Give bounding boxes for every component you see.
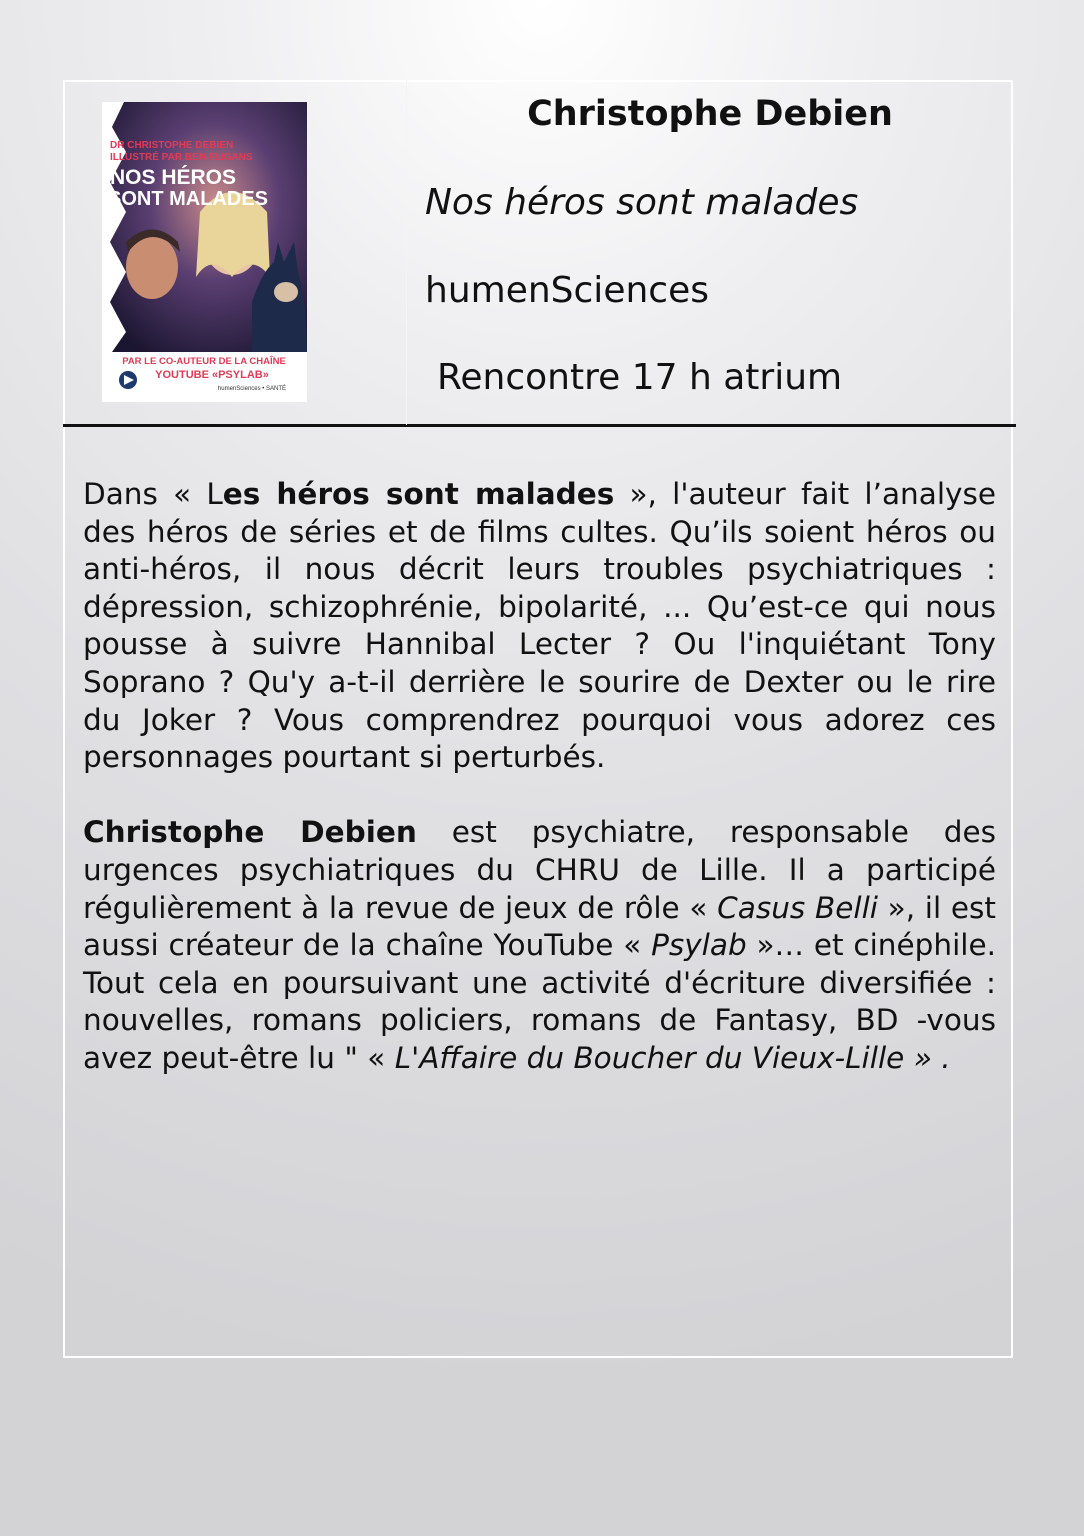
bio-text-end: » . [904,1040,951,1075]
summary-text-part: Dans « L [83,477,223,511]
bio-text-part: », il est aussi créateur de la chaîne YouTube « [83,890,996,963]
bio-author-name: Christophe Debien [83,815,417,850]
book-title: Nos héros sont malades [425,182,859,223]
bio-channel-name: Psylab [651,928,747,963]
bio-book-title: L'Affaire du Boucher du Vieux-Lille [394,1040,905,1075]
cover-illustrator-text: ILLUSTRÉ PAR BEN FLIGANS [110,152,253,163]
cover-tagline-line2: YOUTUBE «PSYLAB» [155,369,269,381]
summary-paragraph [83,476,996,777]
body-text [83,476,996,1078]
cover-title-line2: SONT MALADES [108,188,268,210]
cover-tagline-line1: PAR LE CO-AUTEUR DE LA CHAÎNE [122,356,286,367]
book-cover-illustration [102,102,307,402]
cover-imprint-text: humenSciences • SANTÉ [217,386,287,392]
bio-paragraph [83,814,996,1077]
book-cover-image [102,102,307,402]
publisher-name: humenSciences [425,270,709,311]
cover-author-text: DR CHRISTOPHE DEBIEN [110,140,234,151]
bio-text-part: est psychiatre, responsable des urgences psychiatriques du CHRU de Lille. Il a participé régulièrement à la revue de jeux de rôle « [83,815,996,925]
bio-text-part: »… et cinéphile. Tout cela en poursuivant une activité d'écriture diversifiée : nouvelles, romans policiers, romans de Fantasy, BD -vous avez peut-être lu " « [83,928,996,1075]
bio-magazine-title: Casus Belli [717,890,878,925]
summary-title-bold: es héros sont malades [222,477,615,511]
event-info: Rencontre 17 h atrium [437,357,843,398]
summary-text-part: », l'auteur fait l’analyse des héros de séries et de films cultes. Qu’ils soient héros ou anti-héros, il nous décrit leurs troubles psychiatriques : dépression, schizophrénie, bipolarité, ... Qu’est-ce qui nous pousse à suivre Hannibal Lecter ? Ou l'inquiétant Tony Soprano ? Qu'y a-t-il derrière le sourire de Dexter ou le rire du Joker ? Vous comprendrez pourquoi vous adorez ces personnages pourtant si perturbés. [83,477,996,775]
cover-title-line1: NOS HÉROS [110,166,237,189]
author-name: Christophe Debien [527,94,893,134]
